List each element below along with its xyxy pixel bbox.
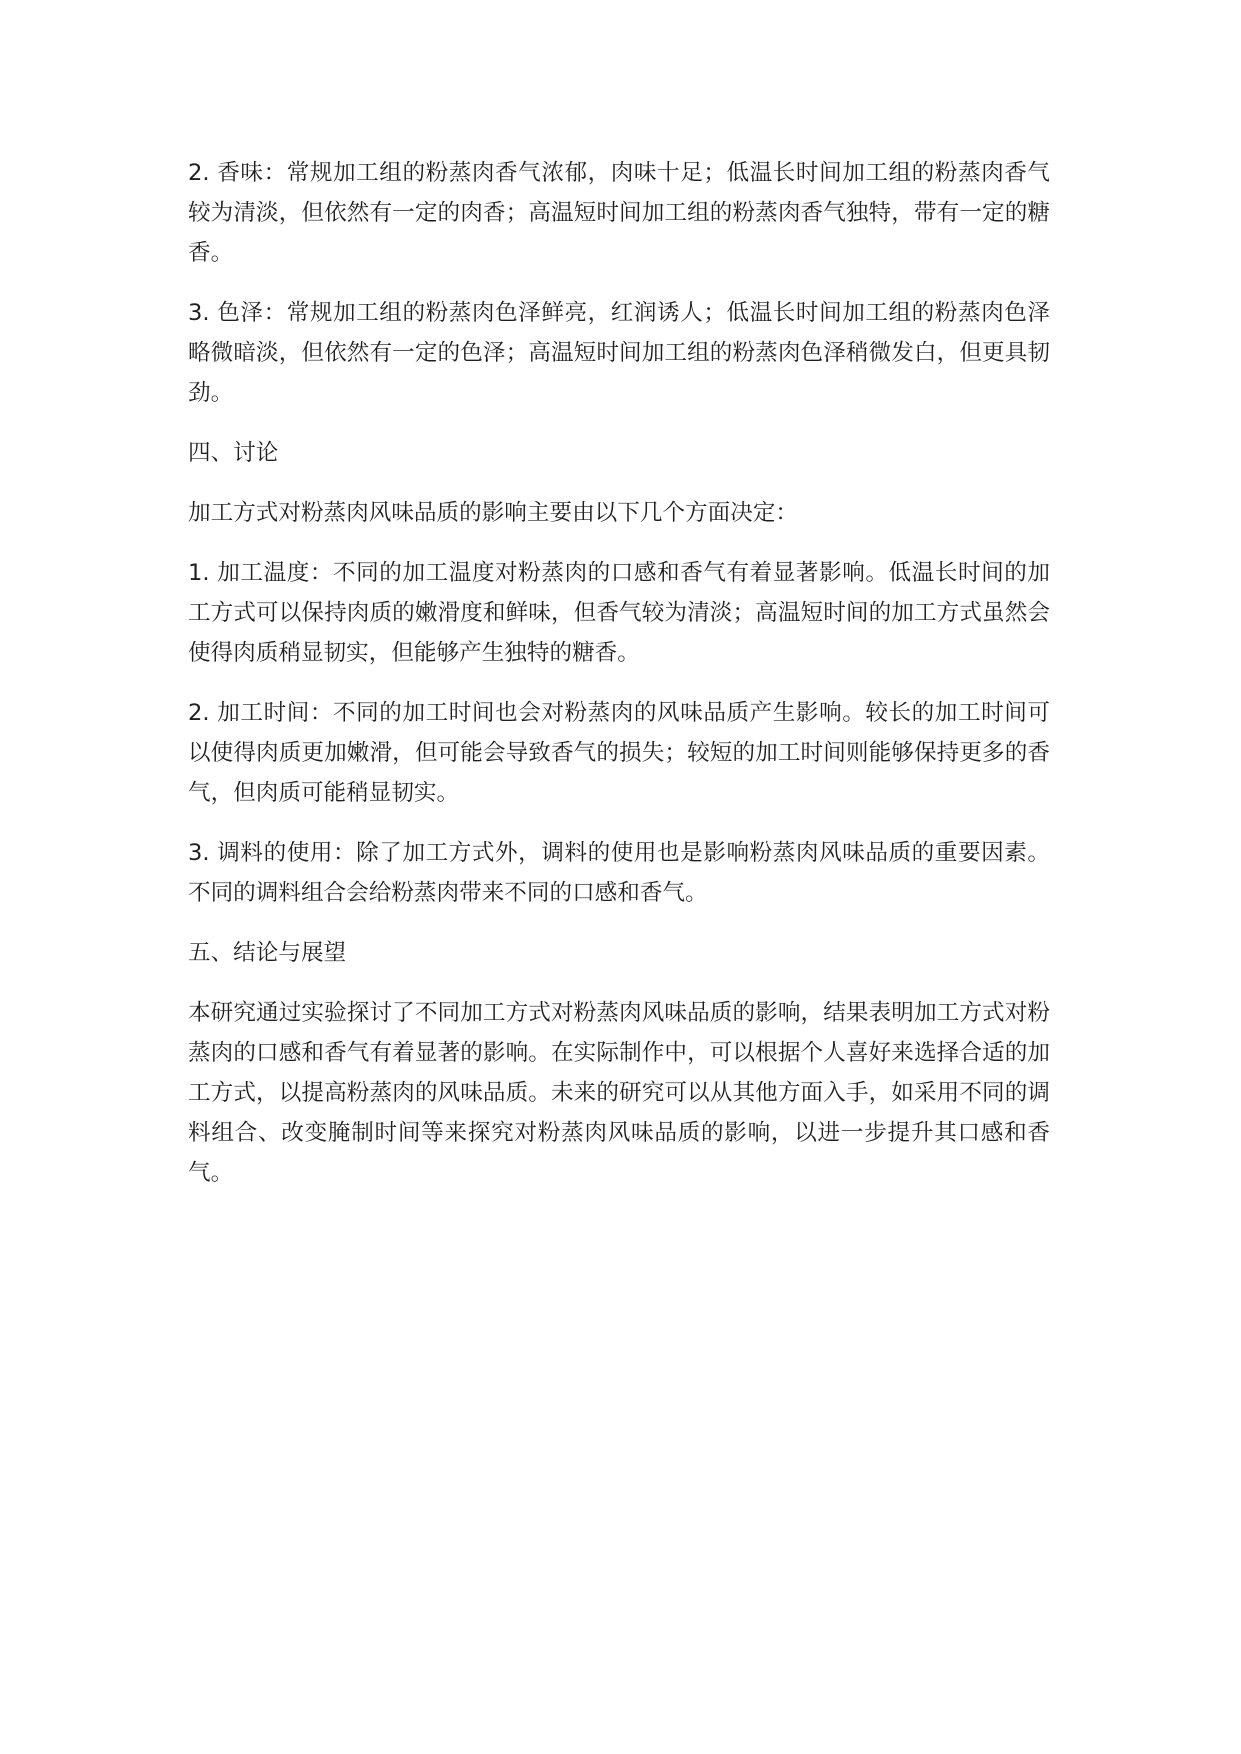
section-heading-conclusion: 五、结论与展望 [188,940,347,966]
paragraph-seasoning: 3. 调料的使用：除了加工方式外，调料的使用也是影响粉蒸肉风味品质的重要因素。不同的调料组合会给粉蒸肉带来不同的口感和香气。 [188,840,1050,906]
paragraph-color: 3. 色泽：常规加工组的粉蒸肉色泽鲜亮，红润诱人；低温长时间加工组的粉蒸肉色泽略微暗淡，但依然有一定的色泽；高温短时间加工组的粉蒸肉色泽稍微发白，但更具韧劲。 [188,300,1050,406]
paragraph-aroma: 2. 香味：常规加工组的粉蒸肉香气浓郁，肉味十足；低温长时间加工组的粉蒸肉香气较为清淡，但依然有一定的肉香；高温短时间加工组的粉蒸肉香气独特，带有一定的糖香。 [188,160,1050,266]
paragraph-conclusion: 本研究通过实验探讨了不同加工方式对粉蒸肉风味品质的影响，结果表明加工方式对粉蒸肉的口感和香气有着显著的影响。在实际制作中，可以根据个人喜好来选择合适的加工方式，以提高粉蒸肉的风味品质。未来的研究可以从其他方面入手，如采用不同的调料组合、改变腌制时间等来探究对粉蒸肉风味品质的影响，以进一步提升其口感和香气。 [188,1000,1050,1186]
paragraph-processing-temperature: 1. 加工温度：不同的加工温度对粉蒸肉的口感和香气有着显著影响。低温长时间的加工方式可以保持肉质的嫩滑度和鲜味，但香气较为清淡；高温短时间的加工方式虽然会使得肉质稍显韧实，但能够产生独特的糖香。 [188,560,1050,666]
document-page [188,153,1050,1213]
section-heading-discussion: 四、讨论 [188,440,279,466]
paragraph-discussion-intro: 加工方式对粉蒸肉风味品质的影响主要由以下几个方面决定： [188,500,799,526]
paragraph-processing-time: 2. 加工时间：不同的加工时间也会对粉蒸肉的风味品质产生影响。较长的加工时间可以使得肉质更加嫩滑，但可能会导致香气的损失；较短的加工时间则能够保持更多的香气，但肉质可能稍显韧实。 [188,700,1050,806]
